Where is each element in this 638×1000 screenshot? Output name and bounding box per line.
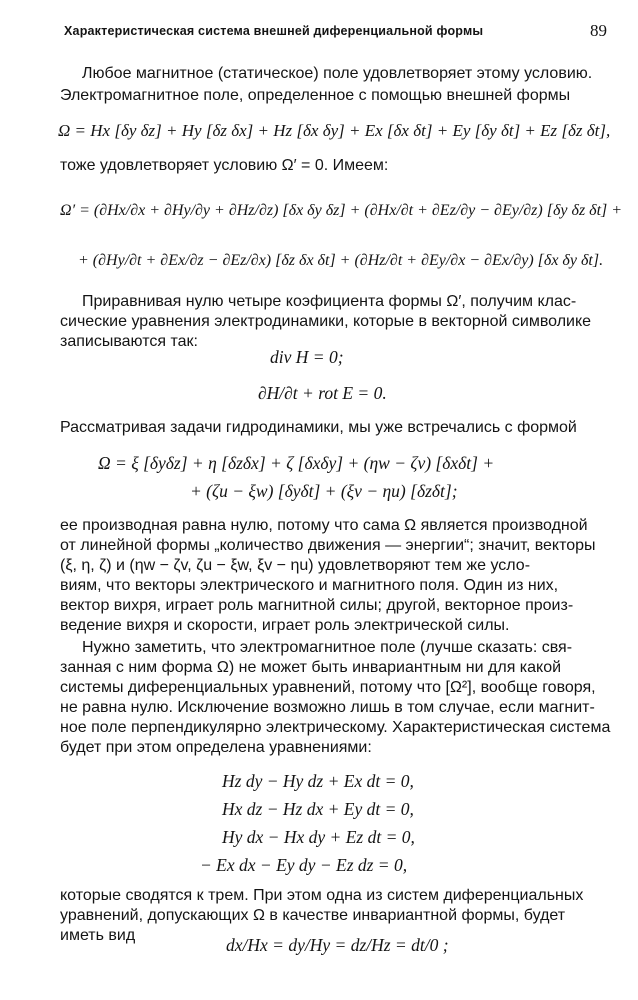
- equation-line: Ω′ = (∂Hx/∂x + ∂Hy/∂y + ∂Hz/∂z) [δx δy δz] + (∂Hx/∂t + ∂Ez/∂y − ∂Ey/∂z) [δy δz δt] +: [60, 202, 623, 219]
- equation: Hy dx − Hx dy + Ez dt = 0,: [222, 827, 415, 847]
- equation: ∂H/∂t + rot E = 0.: [258, 383, 387, 403]
- equation: Ω = Hx [δy δz] + Hy [δz δx] + Hz [δx δy] + Ex [δx δt] + Ey [δy δt] + Ez [δz δt],: [58, 121, 611, 140]
- text-line: ее производная равна нулю, потому что сама Ω является производной: [60, 517, 588, 534]
- equation-line: + (ζu − ξw) [δyδt] + (ξv − ηu) [δzδt];: [190, 481, 458, 501]
- text-line: сические уравнения электродинамики, которые в векторной символике: [60, 313, 592, 330]
- text-line: Рассматривая задачи гидродинамики, мы уже встречались с формой: [60, 419, 577, 436]
- text-line: тоже удовлетворяет условию Ω′ = 0. Имеем:: [60, 157, 389, 174]
- text-line: системы диференциальных уравнений, потому что [Ω²], вообще говоря,: [60, 679, 596, 696]
- text-line: записываются так:: [60, 333, 198, 350]
- equation: dx/Hx = dy/Hy = dz/Hz = dt/0 ;: [226, 935, 449, 955]
- equation: Hz dy − Hy dz + Ex dt = 0,: [222, 771, 414, 791]
- equation-line: + (∂Hy/∂t + ∂Ex/∂z − ∂Ez/∂x) [δz δx δt] + (∂Hz/∂t + ∂Ey/∂x − ∂Ex/∂y) [δx δy δt].: [78, 252, 604, 269]
- text-line: иметь вид: [60, 927, 136, 944]
- text-line: (ξ, η, ζ) и (ηw − ζv, ζu − ξw, ξv − ηu) удовлетворяют тем же усло-: [60, 557, 531, 574]
- text-line: Любое магнитное (статическое) поле удовлетворяет этому условию.: [82, 65, 593, 82]
- text-line: от линейной формы „количество движения — энергии“; значит, векторы: [60, 537, 596, 554]
- text-line: ное поле перпендикулярно электрическому. Характеристическая система: [60, 719, 611, 736]
- equation: div H = 0;: [270, 347, 344, 367]
- equation-line: Ω = ξ [δyδz] + η [δzδx] + ζ [δxδy] + (ηw − ζv) [δxδt] +: [98, 453, 495, 473]
- page-number: 89: [590, 21, 607, 40]
- equation: Hx dz − Hz dx + Ey dt = 0,: [222, 799, 414, 819]
- text-line: ведение вихря и скорости, играет роль электрической силы.: [60, 617, 510, 634]
- text-line: Приравнивая нулю четыре коэфициента формы Ω′, получим клас-: [82, 293, 577, 310]
- text-line: вектор вихря, играет роль магнитной силы; другой, векторное произ-: [60, 597, 574, 614]
- text-line: Нужно заметить, что электромагнитное поле (лучше сказать: свя-: [82, 639, 573, 656]
- text-line: Электромагнитное поле, определенное с помощью внешней формы: [60, 87, 571, 104]
- text-line: которые сводятся к трем. При этом одна из систем диференциальных: [60, 887, 584, 904]
- text-line: занная с ним форма Ω) не может быть инвариантным ни для какой: [60, 659, 562, 676]
- text-line: уравнений, допускающих Ω в качестве инвариантной формы, будет: [60, 907, 566, 924]
- text-line: не равна нулю. Исключение возможно лишь в том случае, если магнит-: [60, 699, 595, 716]
- running-title: Характеристическая система внешней диференциальной формы: [64, 24, 484, 38]
- text-line: виям, что векторы электрического и магнитного поля. Один из них,: [60, 577, 559, 594]
- text-line: будет при этом определена уравнениями:: [60, 739, 372, 756]
- equation: − Ex dx − Ey dy − Ez dz = 0,: [200, 855, 408, 875]
